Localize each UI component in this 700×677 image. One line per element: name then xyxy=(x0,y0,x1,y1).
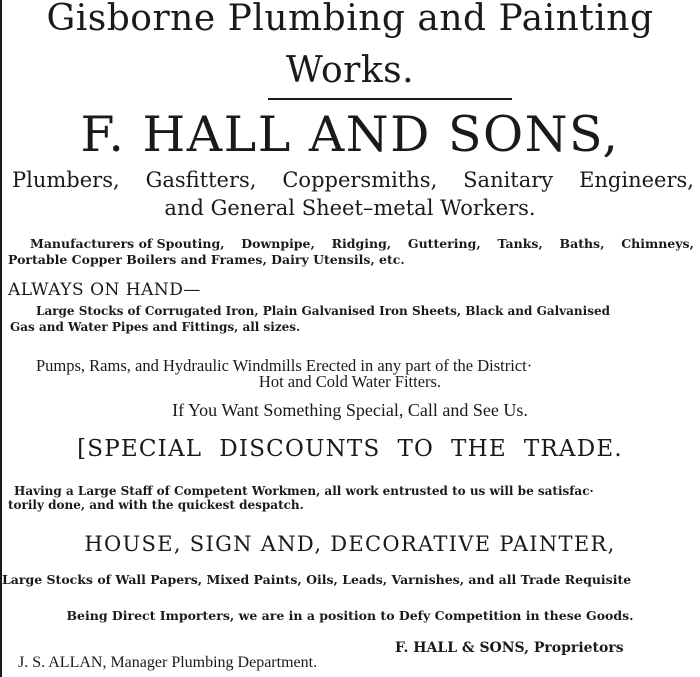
pumps-line-1: Pumps, Rams, and Hydraulic Windmills Erected in any part of the District· xyxy=(36,356,533,375)
trade-coppersmiths: Coppersmiths, xyxy=(282,168,438,192)
trade-gasfitters: Gasfitters, xyxy=(145,168,257,192)
always-on-hand-line-1: Large Stocks of Corrugated Iron, Plain Galvanised Iron Sheets, Black and Galvanised xyxy=(36,304,610,318)
discounts-banner: [SPECIAL DISCOUNTS TO THE TRADE. xyxy=(77,436,623,462)
importers-line: Being Direct Importers, we are in a position to Defy Competition in these Goods. xyxy=(66,608,634,623)
manufacturers-line-1 xyxy=(30,236,694,251)
always-on-hand-heading: ALWAYS ON HAND— xyxy=(8,280,201,300)
mfr-chimneys: Chimneys, xyxy=(621,236,694,251)
title-line-1: Gisborne Plumbing and Painting xyxy=(46,0,654,39)
always-on-hand-line-2: Gas and Water Pipes and Fittings, all sizes. xyxy=(10,320,301,334)
manager-line: J. S. ALLAN, Manager Plumbing Department. xyxy=(18,654,318,671)
trade-sanitary: Sanitary xyxy=(463,168,554,192)
mfr-baths: Baths, xyxy=(559,236,605,251)
staff-line-2: torily done, and with the quickest despatch. xyxy=(8,498,304,512)
painter-heading: HOUSE, SIGN AND, DECORATIVE PAINTER, xyxy=(84,532,616,556)
firm-name: F. HALL AND SONS, xyxy=(80,106,620,163)
title-divider xyxy=(268,98,512,100)
mfr-ridging: Ridging, xyxy=(331,236,392,251)
trade-plumbers: Plumbers, xyxy=(12,168,120,192)
mfr-downpipe: Downpipe, xyxy=(241,236,315,251)
mfr-spouting: Manufacturers of Spouting, xyxy=(30,236,225,251)
special-call: If You Want Something Special, Call and See Us. xyxy=(172,400,528,420)
pumps-line-2: Hot and Cold Water Fitters. xyxy=(258,372,442,391)
trades-line-1 xyxy=(12,168,694,192)
trade-engineers: Engineers, xyxy=(579,168,694,192)
title-line-2: Works. xyxy=(285,50,415,91)
trades-line-2: and General Sheet–metal Workers. xyxy=(164,196,536,220)
proprietors-signature: F. HALL & SONS, Proprietors xyxy=(395,640,624,656)
manufacturers-line-2: Portable Copper Boilers and Frames, Dairy Utensils, etc. xyxy=(8,252,405,267)
staff-line-1: Having a Large Staff of Competent Workmen, all work entrusted to us will be satisfac· xyxy=(14,484,594,498)
mfr-guttering: Guttering, xyxy=(407,236,481,251)
mfr-tanks: Tanks, xyxy=(497,236,543,251)
wallpapers-line: Large Stocks of Wall Papers, Mixed Paints, Oils, Leads, Varnishes, and all Trade Requisite xyxy=(2,572,632,587)
